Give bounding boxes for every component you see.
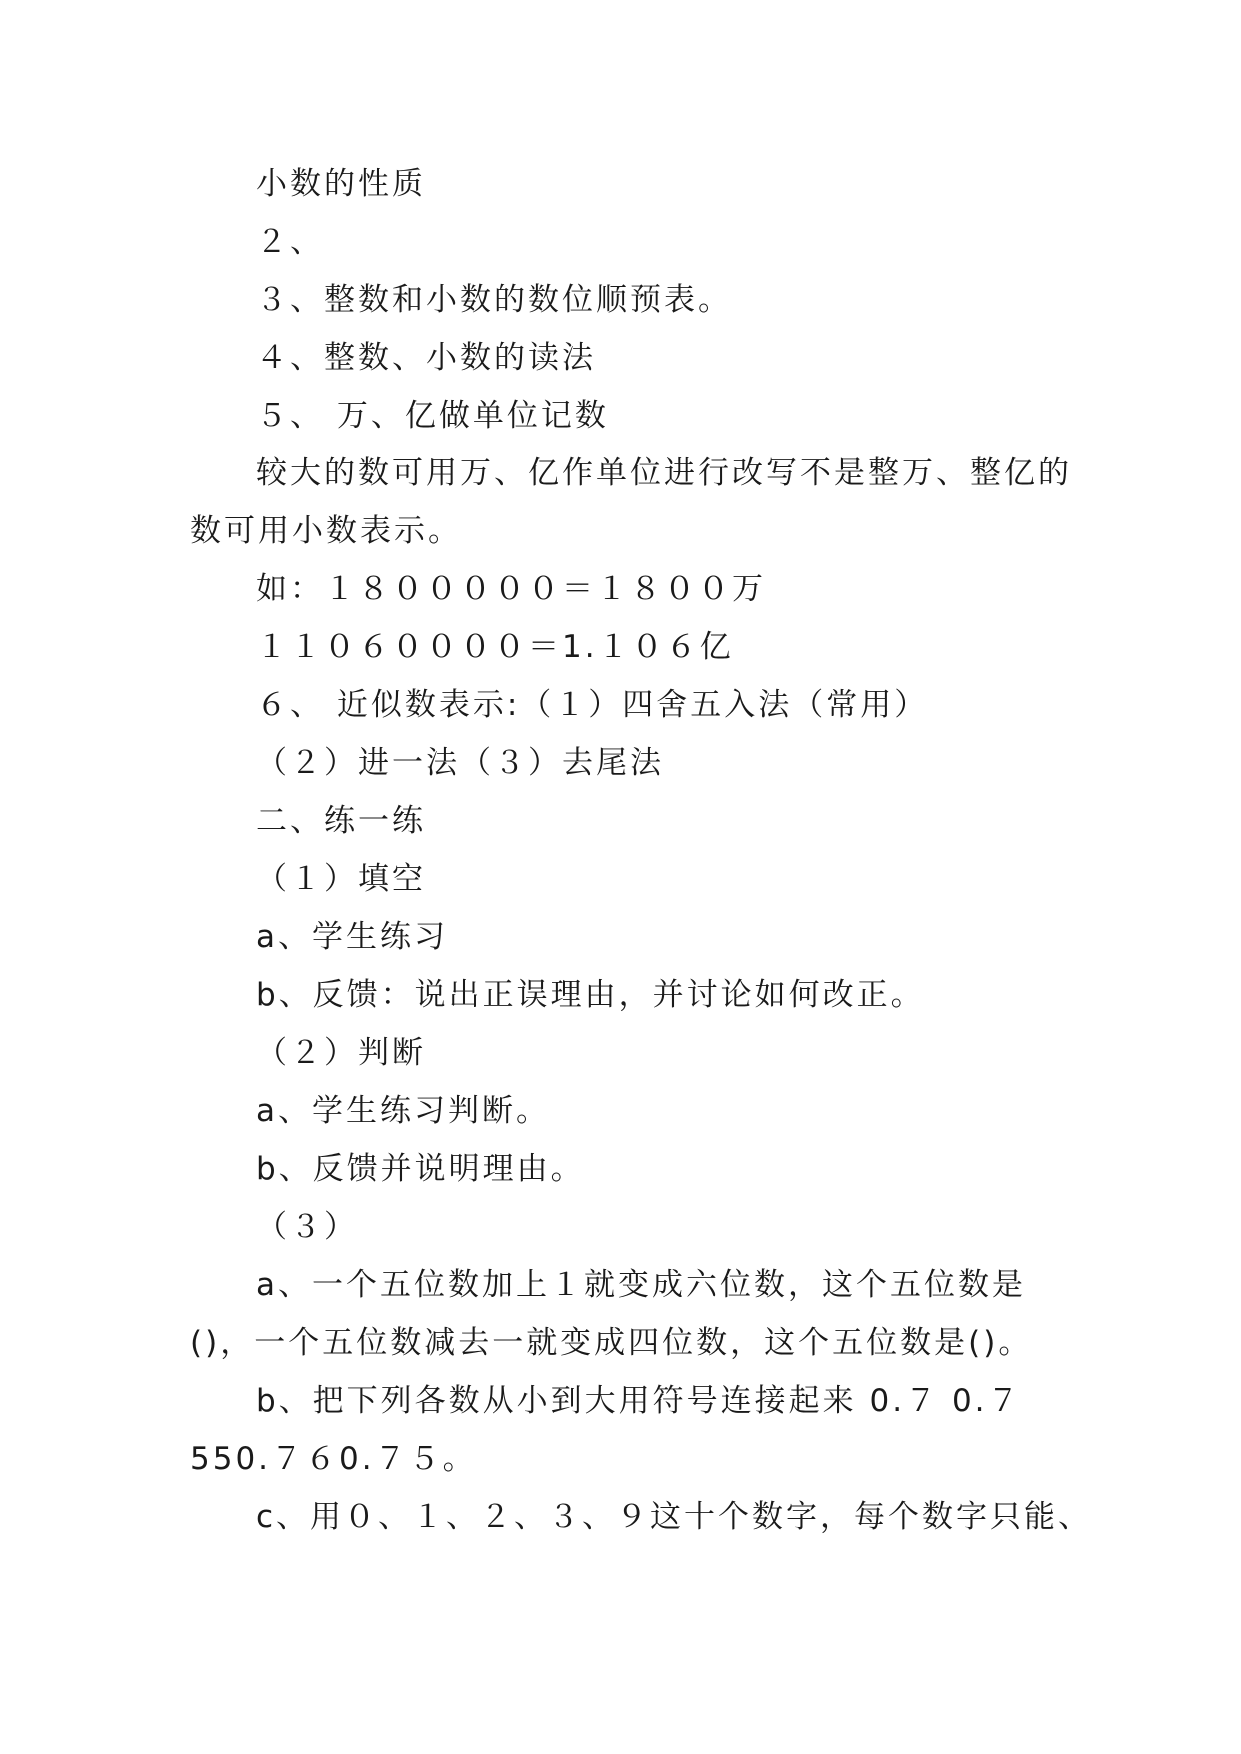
text-line: ３、整数和小数的数位顺预表。 — [256, 282, 732, 318]
text-line: c、用０、１、２、３、９这十个数字，每个数字只能、 — [256, 1499, 1093, 1535]
text-line: ５、 万、亿做单位记数 — [256, 398, 609, 434]
text-line: ()，一个五位数减去一就变成四位数，这个五位数是()。 — [190, 1325, 1033, 1361]
text-line: b、反馈：说出正误理由，并讨论如何改正。 — [256, 977, 925, 1013]
text-line: 较大的数可用万、亿作单位进行改写不是整万、整亿的 — [256, 455, 1072, 491]
text-line: 550.７６0.７５。 — [190, 1441, 477, 1477]
text-line: ２、 — [256, 224, 324, 260]
text-line: 数可用小数表示。 — [190, 513, 462, 549]
text-line: b、把下列各数从小到大用符号连接起来 0.７ 0.７ — [256, 1383, 1022, 1419]
text-line: （３） — [256, 1209, 358, 1245]
text-line: a、学生练习判断。 — [256, 1093, 550, 1129]
text-line: （２）判断 — [256, 1035, 426, 1071]
text-line: （２）进一法（３）去尾法 — [256, 745, 664, 781]
text-line: ４、整数、小数的读法 — [256, 340, 596, 376]
text-line: a、一个五位数加上１就变成六位数，这个五位数是 — [256, 1267, 1026, 1303]
text-line: b、反馈并说明理由。 — [256, 1151, 585, 1187]
text-line: （１）填空 — [256, 861, 426, 897]
text-line: 如：１８０００００＝１８００万 — [256, 571, 766, 607]
text-line: １１０６００００＝1.１０６亿 — [256, 629, 734, 665]
text-line: 二、练一练 — [256, 803, 426, 839]
text-line: 小数的性质 — [256, 166, 426, 202]
text-line: ６、 近似数表示:（１）四舍五入法（常用） — [256, 687, 929, 723]
text-line: a、学生练习 — [256, 919, 448, 955]
